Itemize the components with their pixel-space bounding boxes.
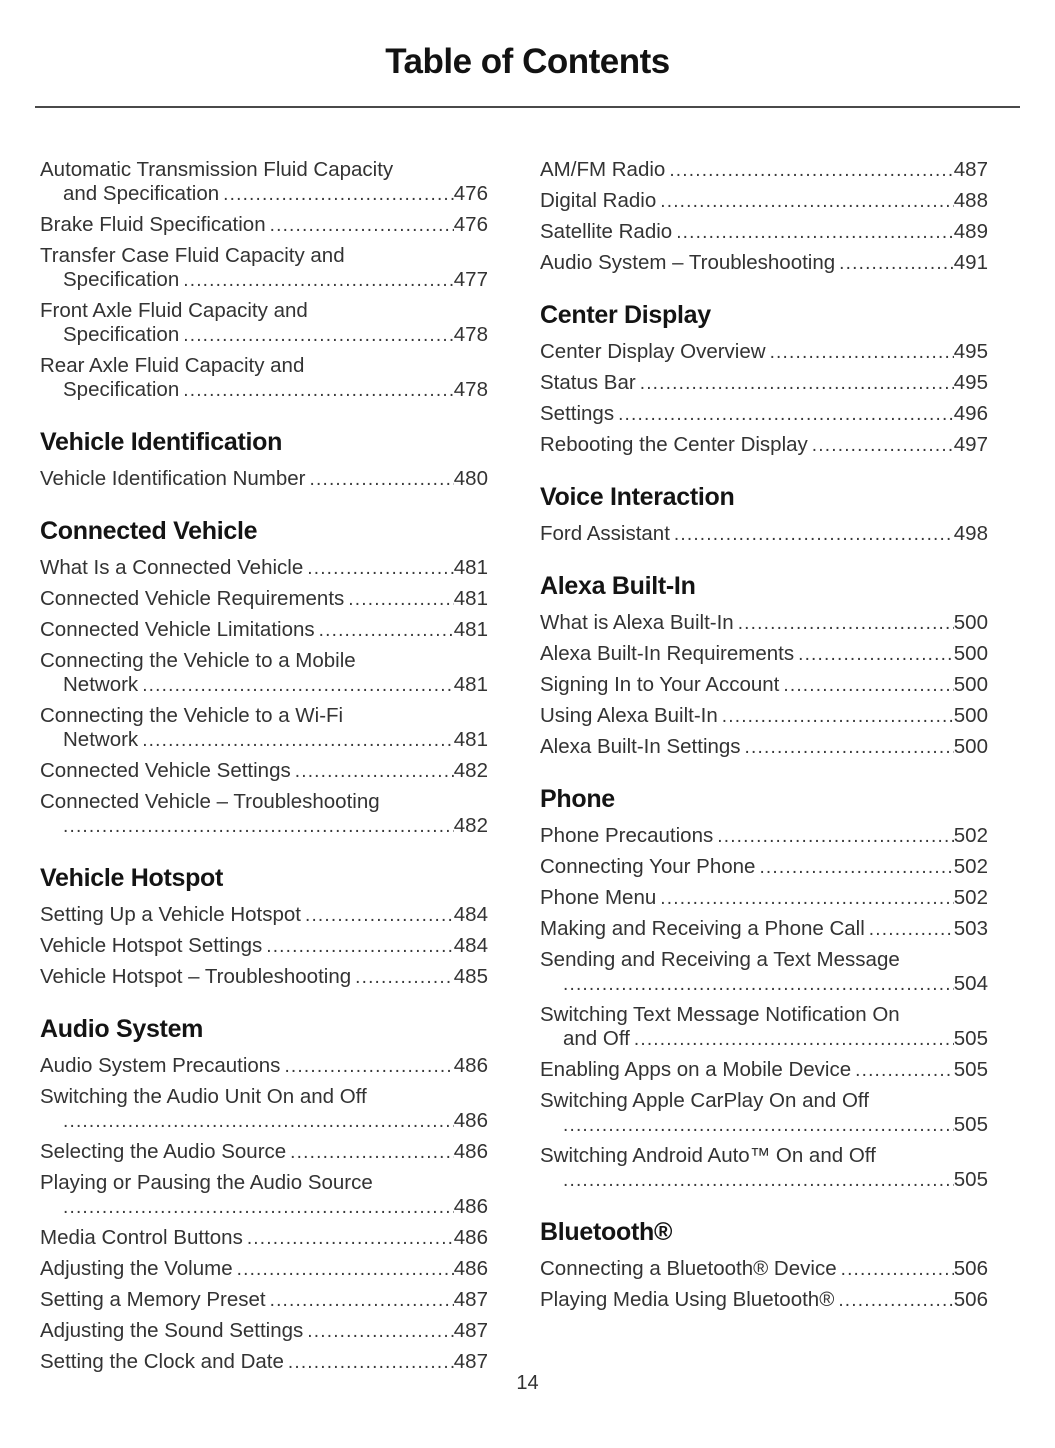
toc-entry-lastline [40, 556, 488, 581]
section-heading: Center Display [540, 301, 711, 329]
dot-leader [266, 934, 454, 959]
toc-entry-lastline [540, 251, 988, 276]
toc-entry-label: Specification [63, 268, 180, 291]
toc-entry-label: Playing Media Using Bluetooth® [540, 1288, 835, 1311]
toc-entry [40, 903, 488, 928]
toc-entry-page-ref: 476 [453, 182, 488, 205]
toc-entry [40, 587, 488, 612]
toc-entry-label: Connected Vehicle Requirements [40, 587, 345, 610]
dot-leader [142, 673, 454, 698]
toc-entry-lastline [40, 1319, 488, 1344]
dot-leader [812, 433, 954, 458]
toc-entry-label: Connected Vehicle Settings [40, 759, 291, 782]
toc-entry-label: Setting a Memory Preset [40, 1288, 266, 1311]
toc-entry-label: Setting Up a Vehicle Hotspot [40, 903, 301, 926]
toc-entry [40, 965, 488, 990]
toc-entry-page-ref: 480 [453, 467, 488, 490]
toc-entry-lastline [540, 735, 988, 760]
toc-entry-label: AM/FM Radio [540, 158, 666, 181]
toc-entry-label: Using Alexa Built-In [540, 704, 718, 727]
toc-entry-page-ref: 505 [953, 1113, 988, 1136]
dot-leader [674, 522, 954, 547]
dot-leader [640, 371, 954, 396]
toc-entry [40, 158, 488, 207]
toc-entry-text: Switching Android Auto™ On and Off [540, 1144, 876, 1167]
toc-entry-lastline [40, 213, 488, 238]
toc-entry-page-ref: 482 [453, 759, 488, 782]
toc-entry-page-ref: 500 [953, 735, 988, 758]
toc-entry-page-ref: 488 [953, 189, 988, 212]
toc-entry-lastline [540, 611, 988, 636]
toc-entry-page-ref: 484 [453, 934, 488, 957]
toc-entry-text: Playing or Pausing the Audio Source [40, 1171, 373, 1194]
toc-entry-page-ref: 489 [953, 220, 988, 243]
toc-entry-lastline [540, 917, 988, 942]
section-heading: Connected Vehicle [40, 517, 258, 545]
toc-entry-page-ref: 478 [453, 378, 488, 401]
page-title: Table of Contents [385, 42, 670, 81]
toc-entry [40, 354, 488, 403]
toc-entry [40, 1319, 488, 1344]
toc-entry-label: Adjusting the Sound Settings [40, 1319, 304, 1342]
dot-leader [745, 735, 954, 760]
toc-entry [540, 522, 988, 547]
toc-entry-page-ref: 491 [953, 251, 988, 274]
toc-entry-page-ref: 481 [453, 618, 488, 641]
dot-leader [839, 251, 954, 276]
dot-leader [869, 917, 954, 942]
toc-entry [40, 618, 488, 643]
dot-leader [183, 323, 454, 348]
toc-entry [40, 1140, 488, 1165]
toc-entry-page-ref: 486 [453, 1226, 488, 1249]
toc-entry-label: Media Control Buttons [40, 1226, 243, 1249]
toc-entry-label: Vehicle Identification Number [40, 467, 306, 490]
toc-entry [540, 917, 988, 942]
toc-entry-label: Adjusting the Volume [40, 1257, 233, 1280]
toc-entry-lastline [40, 618, 488, 643]
toc-entry [540, 220, 988, 245]
toc-entry-label: Network [63, 728, 139, 751]
toc-entry-lastline [40, 467, 488, 492]
toc-entry-page-ref: 481 [453, 673, 488, 696]
toc-entry-text: Transfer Case Fluid Capacity and [40, 244, 345, 267]
toc-entry-page-ref: 481 [453, 728, 488, 751]
toc-columns [35, 158, 1020, 1381]
dot-leader [563, 972, 954, 997]
toc-entry [540, 189, 988, 214]
dot-leader [183, 268, 454, 293]
toc-entry-page-ref: 505 [953, 1027, 988, 1050]
title-divider [35, 106, 1020, 108]
toc-entry [40, 244, 488, 293]
section-heading: Alexa Built-In [540, 572, 696, 600]
toc-entry-page-ref: 482 [453, 814, 488, 837]
toc-entry-page-ref: 495 [953, 371, 988, 394]
toc-entry-lastline [540, 1168, 988, 1193]
toc-entry [40, 213, 488, 238]
toc-entry [540, 371, 988, 396]
toc-entry-page-ref: 476 [453, 213, 488, 236]
toc-entry-lastline [40, 268, 488, 293]
dot-leader [290, 1140, 454, 1165]
dot-leader [284, 1054, 453, 1079]
toc-entry-label: Specification [63, 378, 180, 401]
toc-entry-label: Vehicle Hotspot Settings [40, 934, 263, 957]
toc-entry [540, 1257, 988, 1282]
toc-entry [540, 642, 988, 667]
toc-entry [540, 673, 988, 698]
toc-entry-page-ref: 487 [453, 1288, 488, 1311]
toc-entry-lastline [40, 182, 488, 207]
dot-leader [247, 1226, 454, 1251]
toc-entry [40, 1257, 488, 1282]
toc-entry-label: Phone Precautions [540, 824, 714, 847]
dot-leader [717, 824, 954, 849]
toc-entry [540, 948, 988, 997]
dot-leader [348, 587, 454, 612]
toc-entry [540, 855, 988, 880]
section-heading: Vehicle Hotspot [40, 864, 224, 892]
toc-entry-page-ref: 487 [953, 158, 988, 181]
toc-entry [540, 433, 988, 458]
toc-entry-page-ref: 500 [953, 704, 988, 727]
toc-entry [540, 1003, 988, 1052]
toc-entry-lastline [540, 1288, 988, 1313]
toc-entry-lastline [40, 673, 488, 698]
toc-entry-page-ref: 477 [453, 268, 488, 291]
toc-entry-label: Audio System – Troubleshooting [540, 251, 836, 274]
dot-leader [669, 158, 953, 183]
dot-leader [310, 467, 454, 492]
toc-entry-page-ref: 497 [953, 433, 988, 456]
toc-entry-page-ref: 505 [953, 1168, 988, 1191]
toc-entry-lastline [540, 371, 988, 396]
toc-entry-page-ref: 502 [953, 824, 988, 847]
dot-leader [855, 1058, 954, 1083]
section-heading: Vehicle Identification [40, 428, 283, 456]
toc-entry-lastline [40, 759, 488, 784]
toc-entry-text: Front Axle Fluid Capacity and [40, 299, 308, 322]
toc-entry-lastline [40, 1257, 488, 1282]
toc-entry [540, 1144, 988, 1193]
dot-leader [270, 213, 454, 238]
toc-entry-page-ref: 496 [953, 402, 988, 425]
toc-entry-page-ref: 487 [453, 1319, 488, 1342]
dot-leader [660, 886, 954, 911]
toc-entry-text: Switching the Audio Unit On and Off [40, 1085, 367, 1108]
toc-entry-page-ref: 485 [453, 965, 488, 988]
dot-leader [738, 611, 954, 636]
dot-leader [676, 220, 954, 245]
toc-entry-lastline [40, 728, 488, 753]
toc-entry-label: Audio System Precautions [40, 1054, 281, 1077]
toc-entry-page-ref: 486 [453, 1054, 488, 1077]
toc-entry-label: Satellite Radio [540, 220, 673, 243]
dot-leader [770, 340, 954, 365]
toc-entry-label: Signing In to Your Account [540, 673, 780, 696]
toc-entry-lastline [40, 1226, 488, 1251]
toc-entry [40, 1226, 488, 1251]
section-heading: Audio System [40, 1015, 204, 1043]
toc-entry-label: Ford Assistant [540, 522, 670, 545]
toc-entry-text: Rear Axle Fluid Capacity and [40, 354, 305, 377]
toc-entry-lastline [540, 1257, 988, 1282]
toc-entry-label: Vehicle Hotspot – Troubleshooting [40, 965, 352, 988]
toc-entry-lastline [540, 189, 988, 214]
toc-entry-label: What Is a Connected Vehicle [40, 556, 304, 579]
dot-leader [63, 814, 454, 839]
toc-entry-lastline [40, 1054, 488, 1079]
dot-leader [223, 182, 454, 207]
toc-entry-label: Selecting the Audio Source [40, 1140, 287, 1163]
toc-entry-lastline [540, 704, 988, 729]
toc-entry-page-ref: 487 [453, 1350, 488, 1373]
toc-entry-lastline [40, 1140, 488, 1165]
toc-entry-label: Connecting Your Phone [540, 855, 756, 878]
toc-entry-label: Making and Receiving a Phone Call [540, 917, 865, 940]
toc-entry-lastline [40, 1288, 488, 1313]
toc-entry-lastline [40, 587, 488, 612]
toc-entry [540, 340, 988, 365]
toc-entry-lastline [40, 934, 488, 959]
dot-leader [563, 1113, 954, 1138]
dot-leader [295, 759, 454, 784]
toc-entry-lastline [40, 1195, 488, 1220]
toc-entry [540, 704, 988, 729]
toc-entry [40, 1171, 488, 1220]
toc-entry-lastline [540, 886, 988, 911]
toc-entry [540, 1058, 988, 1083]
toc-entry-lastline [540, 522, 988, 547]
toc-entry [40, 649, 488, 698]
toc-entry [40, 299, 488, 348]
toc-entry-page-ref: 498 [953, 522, 988, 545]
toc-entry-text: Connecting the Vehicle to a Wi-Fi [40, 704, 344, 727]
toc-entry-page-ref: 486 [453, 1195, 488, 1218]
toc-entry [40, 1085, 488, 1134]
toc-entry-lastline [540, 1058, 988, 1083]
dot-leader [783, 673, 953, 698]
toc-entry-label: Network [63, 673, 139, 696]
dot-leader [183, 378, 454, 403]
toc-entry-label: and Off [563, 1027, 630, 1050]
toc-entry [40, 556, 488, 581]
toc-entry-page-ref: 502 [953, 886, 988, 909]
dot-leader [319, 618, 454, 643]
toc-entry-lastline [540, 340, 988, 365]
toc-entry [40, 1288, 488, 1313]
toc-entry-label: Brake Fluid Specification [40, 213, 266, 236]
toc-entry-lastline [540, 158, 988, 183]
toc-entry [540, 735, 988, 760]
toc-entry-text: Connecting the Vehicle to a Mobile [40, 649, 356, 672]
toc-column-right [540, 158, 988, 1381]
toc-entry-lastline [540, 855, 988, 880]
toc-entry-lastline [540, 642, 988, 667]
toc-entry-label: Alexa Built-In Settings [540, 735, 741, 758]
toc-entry [40, 790, 488, 839]
section-heading: Bluetooth® [540, 1218, 673, 1246]
toc-entry-label: Connecting a Bluetooth® Device [540, 1257, 837, 1280]
dot-leader [307, 1319, 454, 1344]
toc-entry-label: Center Display Overview [540, 340, 766, 363]
dot-leader [355, 965, 454, 990]
dot-leader [563, 1168, 954, 1193]
toc-entry-lastline [540, 824, 988, 849]
toc-entry [40, 759, 488, 784]
toc-entry-page-ref: 478 [453, 323, 488, 346]
toc-column-left [40, 158, 488, 1381]
toc-entry-lastline [40, 1109, 488, 1134]
toc-entry-page-ref: 486 [453, 1257, 488, 1280]
toc-entry-lastline [540, 220, 988, 245]
toc-entry-label: Specification [63, 323, 180, 346]
dot-leader [759, 855, 953, 880]
toc-entry-page-ref: 502 [953, 855, 988, 878]
dot-leader [237, 1257, 454, 1282]
toc-entry-page-ref: 505 [953, 1058, 988, 1081]
toc-entry-page-ref: 484 [453, 903, 488, 926]
toc-entry [40, 467, 488, 492]
toc-entry-page-ref: 506 [953, 1257, 988, 1280]
toc-entry [540, 251, 988, 276]
dot-leader [142, 728, 454, 753]
dot-leader [841, 1257, 954, 1282]
toc-entry-page-ref: 486 [453, 1140, 488, 1163]
toc-entry-label: Phone Menu [540, 886, 657, 909]
toc-entry-text: Switching Text Message Notification On [540, 1003, 900, 1026]
dot-leader [660, 189, 954, 214]
toc-entry-lastline [540, 972, 988, 997]
toc-entry-text: Switching Apple CarPlay On and Off [540, 1089, 869, 1112]
toc-entry-lastline [540, 1027, 988, 1052]
toc-entry-label: Settings [540, 402, 615, 425]
toc-entry [540, 158, 988, 183]
dot-leader [838, 1288, 953, 1313]
toc-entry-label: Alexa Built-In Requirements [540, 642, 795, 665]
toc-entry-label: Setting the Clock and Date [40, 1350, 284, 1373]
page-number: 14 [516, 1372, 539, 1394]
toc-entry [540, 824, 988, 849]
dot-leader [305, 903, 454, 928]
toc-entry-label: Rebooting the Center Display [540, 433, 808, 456]
toc-entry-page-ref: 481 [453, 587, 488, 610]
toc-entry-text: Sending and Receiving a Text Message [540, 948, 900, 971]
section-heading: Voice Interaction [540, 483, 735, 511]
toc-entry-lastline [540, 433, 988, 458]
toc-entry-page-ref: 504 [953, 972, 988, 995]
toc-entry [540, 886, 988, 911]
dot-leader [722, 704, 954, 729]
dot-leader [798, 642, 954, 667]
toc-entry [40, 934, 488, 959]
toc-entry-lastline [540, 673, 988, 698]
toc-entry-lastline [40, 323, 488, 348]
dot-leader [63, 1195, 454, 1220]
toc-entry-page-ref: 486 [453, 1109, 488, 1132]
dot-leader [634, 1027, 954, 1052]
section-heading: Phone [540, 785, 615, 813]
toc-entry-page-ref: 495 [953, 340, 988, 363]
toc-entry-text: Connected Vehicle – Troubleshooting [40, 790, 380, 813]
toc-entry-page-ref: 481 [453, 556, 488, 579]
toc-entry [540, 1089, 988, 1138]
toc-entry-page-ref: 500 [953, 611, 988, 634]
toc-entry-label: Enabling Apps on a Mobile Device [540, 1058, 852, 1081]
toc-entry-lastline [40, 378, 488, 403]
dot-leader [307, 556, 454, 581]
toc-entry-label: Digital Radio [540, 189, 657, 212]
toc-entry [540, 611, 988, 636]
toc-entry-label: What is Alexa Built-In [540, 611, 734, 634]
toc-entry-page-ref: 503 [953, 917, 988, 940]
toc-entry [540, 402, 988, 427]
toc-entry [40, 704, 488, 753]
toc-entry-label: and Specification [63, 182, 220, 205]
dot-leader [63, 1109, 454, 1134]
toc-entry-label: Status Bar [540, 371, 636, 394]
dot-leader [618, 402, 954, 427]
toc-entry-page-ref: 500 [953, 642, 988, 665]
toc-entry-lastline [40, 814, 488, 839]
dot-leader [270, 1288, 454, 1313]
toc-entry-lastline [540, 1113, 988, 1138]
toc-entry-page-ref: 506 [953, 1288, 988, 1311]
toc-entry-lastline [540, 402, 988, 427]
toc-entry-page-ref: 500 [953, 673, 988, 696]
toc-entry-lastline [40, 903, 488, 928]
toc-entry-label: Connected Vehicle Limitations [40, 618, 315, 641]
toc-entry [540, 1288, 988, 1313]
toc-entry-lastline [40, 965, 488, 990]
toc-entry [40, 1054, 488, 1079]
toc-entry-text: Automatic Transmission Fluid Capacity [40, 158, 394, 181]
